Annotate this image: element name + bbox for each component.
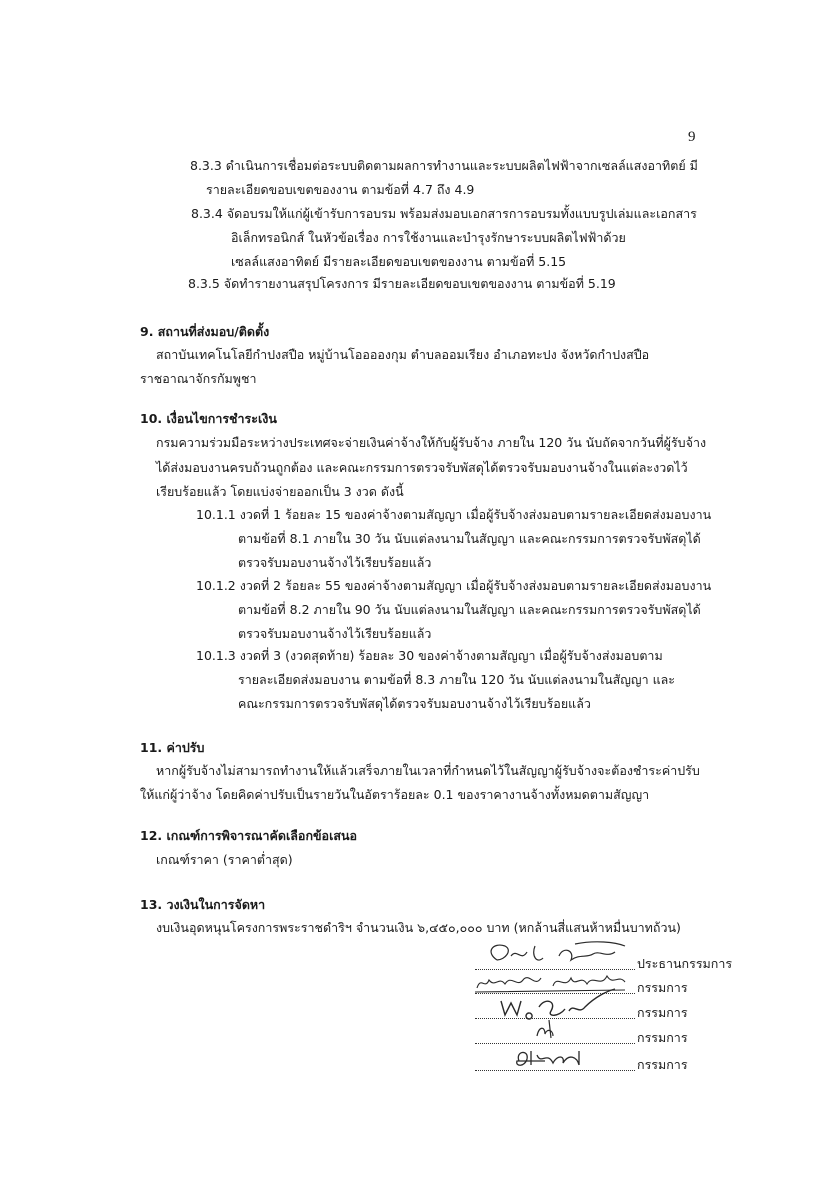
- item-8-3-3-line1: 8.3.3 ดำเนินการเชื่อมต่อระบบติดตามผลการทำงานและระบบผลิตไฟฟ้าจากเซลล์แสงอาทิตย์ มี: [190, 158, 698, 173]
- item-8-3-4-line1: 8.3.4 จัดอบรมให้แก่ผู้เข้ารับการอบรม พร้อมส่งมอบเอกสารการอบรมทั้งแบบรูปเล่มและเอกสาร: [191, 206, 697, 221]
- item-10-1-3-line1: 10.1.3 งวดที่ 3 (งวดสุดท้าย) ร้อยละ 30 ของค่าจ้างตามสัญญา เมื่อผู้รับจ้างส่งมอบตาม: [196, 648, 663, 663]
- item-10-1-1-line2: ตามข้อที่ 8.1 ภายใน 30 วัน นับแต่ลงนามในสัญญา และคณะกรรมการตรวจรับพัสดุได้: [238, 531, 701, 546]
- item-10-1-3-line2: รายละเอียดส่งมอบงาน ตามข้อที่ 8.3 ภายใน 120 วัน นับแต่ลงนามในสัญญา และ: [238, 672, 675, 687]
- signature-row-member-4: [475, 1045, 775, 1073]
- section-13-heading: 13. วงเงินในการจัดหา: [140, 897, 266, 912]
- signature-role-1: ประธานกรรมการ: [637, 956, 733, 971]
- section-10-intro-3: เรียบร้อยแล้ว โดยแบ่งจ่ายออกเป็น 3 งวด ดังนี้: [156, 484, 404, 499]
- handwritten-signature-5: [475, 1039, 645, 1073]
- section-10-intro-2: ได้ส่งมอบงานครบถ้วนถูกต้อง และคณะกรรมการตรวจรับพัสดุได้ตรวจรับมอบงานจ้างในแต่ละงวดไว้: [156, 460, 688, 475]
- item-10-1-1-line3: ตรวจรับมอบงานจ้างไว้เรียบร้อยแล้ว: [238, 555, 432, 570]
- section-11-line2: ให้แก่ผู้ว่าจ้าง โดยคิดค่าปรับเป็นรายวันในอัตราร้อยละ 0.1 ของราคางานจ้างทั้งหมดตามสัญญา: [140, 787, 650, 802]
- signature-role-2: กรรมการ: [637, 980, 688, 995]
- item-8-3-4-line3: เซลล์แสงอาทิตย์ มีรายละเอียดขอบเขตของงาน ตามข้อที่ 5.15: [231, 254, 567, 269]
- item-8-3-3-line2: รายละเอียดขอบเขตของงาน ตามข้อที่ 4.7 ถึง 4.9: [206, 182, 475, 197]
- item-10-1-3-line3: คณะกรรมการตรวจรับพัสดุได้ตรวจรับมอบงานจ้างไว้เรียบร้อยแล้ว: [238, 696, 591, 711]
- section-11-line1: หากผู้รับจ้างไม่สามารถทำงานให้แล้วเสร็จภายในเวลาที่กำหนดไว้ในสัญญาผู้รับจ้างจะต้องชำระค่าปรับ: [156, 763, 700, 778]
- signature-role-3: กรรมการ: [637, 1005, 688, 1020]
- section-13-line1: งบเงินอุดหนุนโครงการพระราชดำริฯ จำนวนเงิน ๖,๔๕๐,๐๐๐ บาท (หกล้านสี่แสนห้าหมื่นบาทถ้วน): [156, 920, 681, 935]
- item-10-1-1-line1: 10.1.1 งวดที่ 1 ร้อยละ 15 ของค่าจ้างตามสัญญา เมื่อผู้รับจ้างส่งมอบตามรายละเอียดส่งมอบงาน: [196, 507, 712, 522]
- section-10-heading: 10. เงื่อนไขการชำระเงิน: [140, 411, 277, 426]
- section-12-line1: เกณฑ์ราคา (ราคาต่ำสุด): [156, 852, 293, 867]
- page-number: 9: [688, 129, 696, 145]
- section-9-line2: ราชอาณาจักรกัมพูชา: [140, 371, 257, 386]
- signature-line-5: [475, 1070, 635, 1071]
- section-11-heading: 11. ค่าปรับ: [140, 740, 205, 755]
- item-10-1-2-line2: ตามข้อที่ 8.2 ภายใน 90 วัน นับแต่ลงนามในสัญญา และคณะกรรมการตรวจรับพัสดุได้: [238, 602, 701, 617]
- item-8-3-4-line2: อิเล็กทรอนิกส์ ในหัวข้อเรื่อง การใช้งานและบำรุงรักษาระบบผลิตไฟฟ้าด้วย: [231, 230, 626, 245]
- item-8-3-5-line1: 8.3.5 จัดทำรายงานสรุปโครงการ มีรายละเอียดขอบเขตของงาน ตามข้อที่ 5.19: [188, 276, 616, 291]
- signature-role-5: กรรมการ: [637, 1057, 688, 1072]
- section-9-heading: 9. สถานที่ส่งมอบ/ติดตั้ง: [140, 324, 270, 339]
- item-10-1-2-line1: 10.1.2 งวดที่ 2 ร้อยละ 55 ของค่าจ้างตามสัญญา เมื่อผู้รับจ้างส่งมอบตามรายละเอียดส่งมอบงาน: [196, 578, 712, 593]
- section-9-line1: สถาบันเทคโนโลยีกำปงสปือ หมู่บ้านโอออองกุม ตำบลออมเรียง อำเภอทะปง จังหวัดกำปงสปือ: [156, 347, 650, 362]
- item-10-1-2-line3: ตรวจรับมอบงานจ้างไว้เรียบร้อยแล้ว: [238, 626, 432, 641]
- signature-role-4: กรรมการ: [637, 1030, 688, 1045]
- section-10-intro-1: กรมความร่วมมือระหว่างประเทศจะจ่ายเงินค่าจ้างให้กับผู้รับจ้าง ภายใน 120 วัน นับถัดจากวันที่ผู้รับจ้าง: [156, 435, 707, 450]
- section-12-heading: 12. เกณฑ์การพิจารณาคัดเลือกข้อเสนอ: [140, 828, 358, 843]
